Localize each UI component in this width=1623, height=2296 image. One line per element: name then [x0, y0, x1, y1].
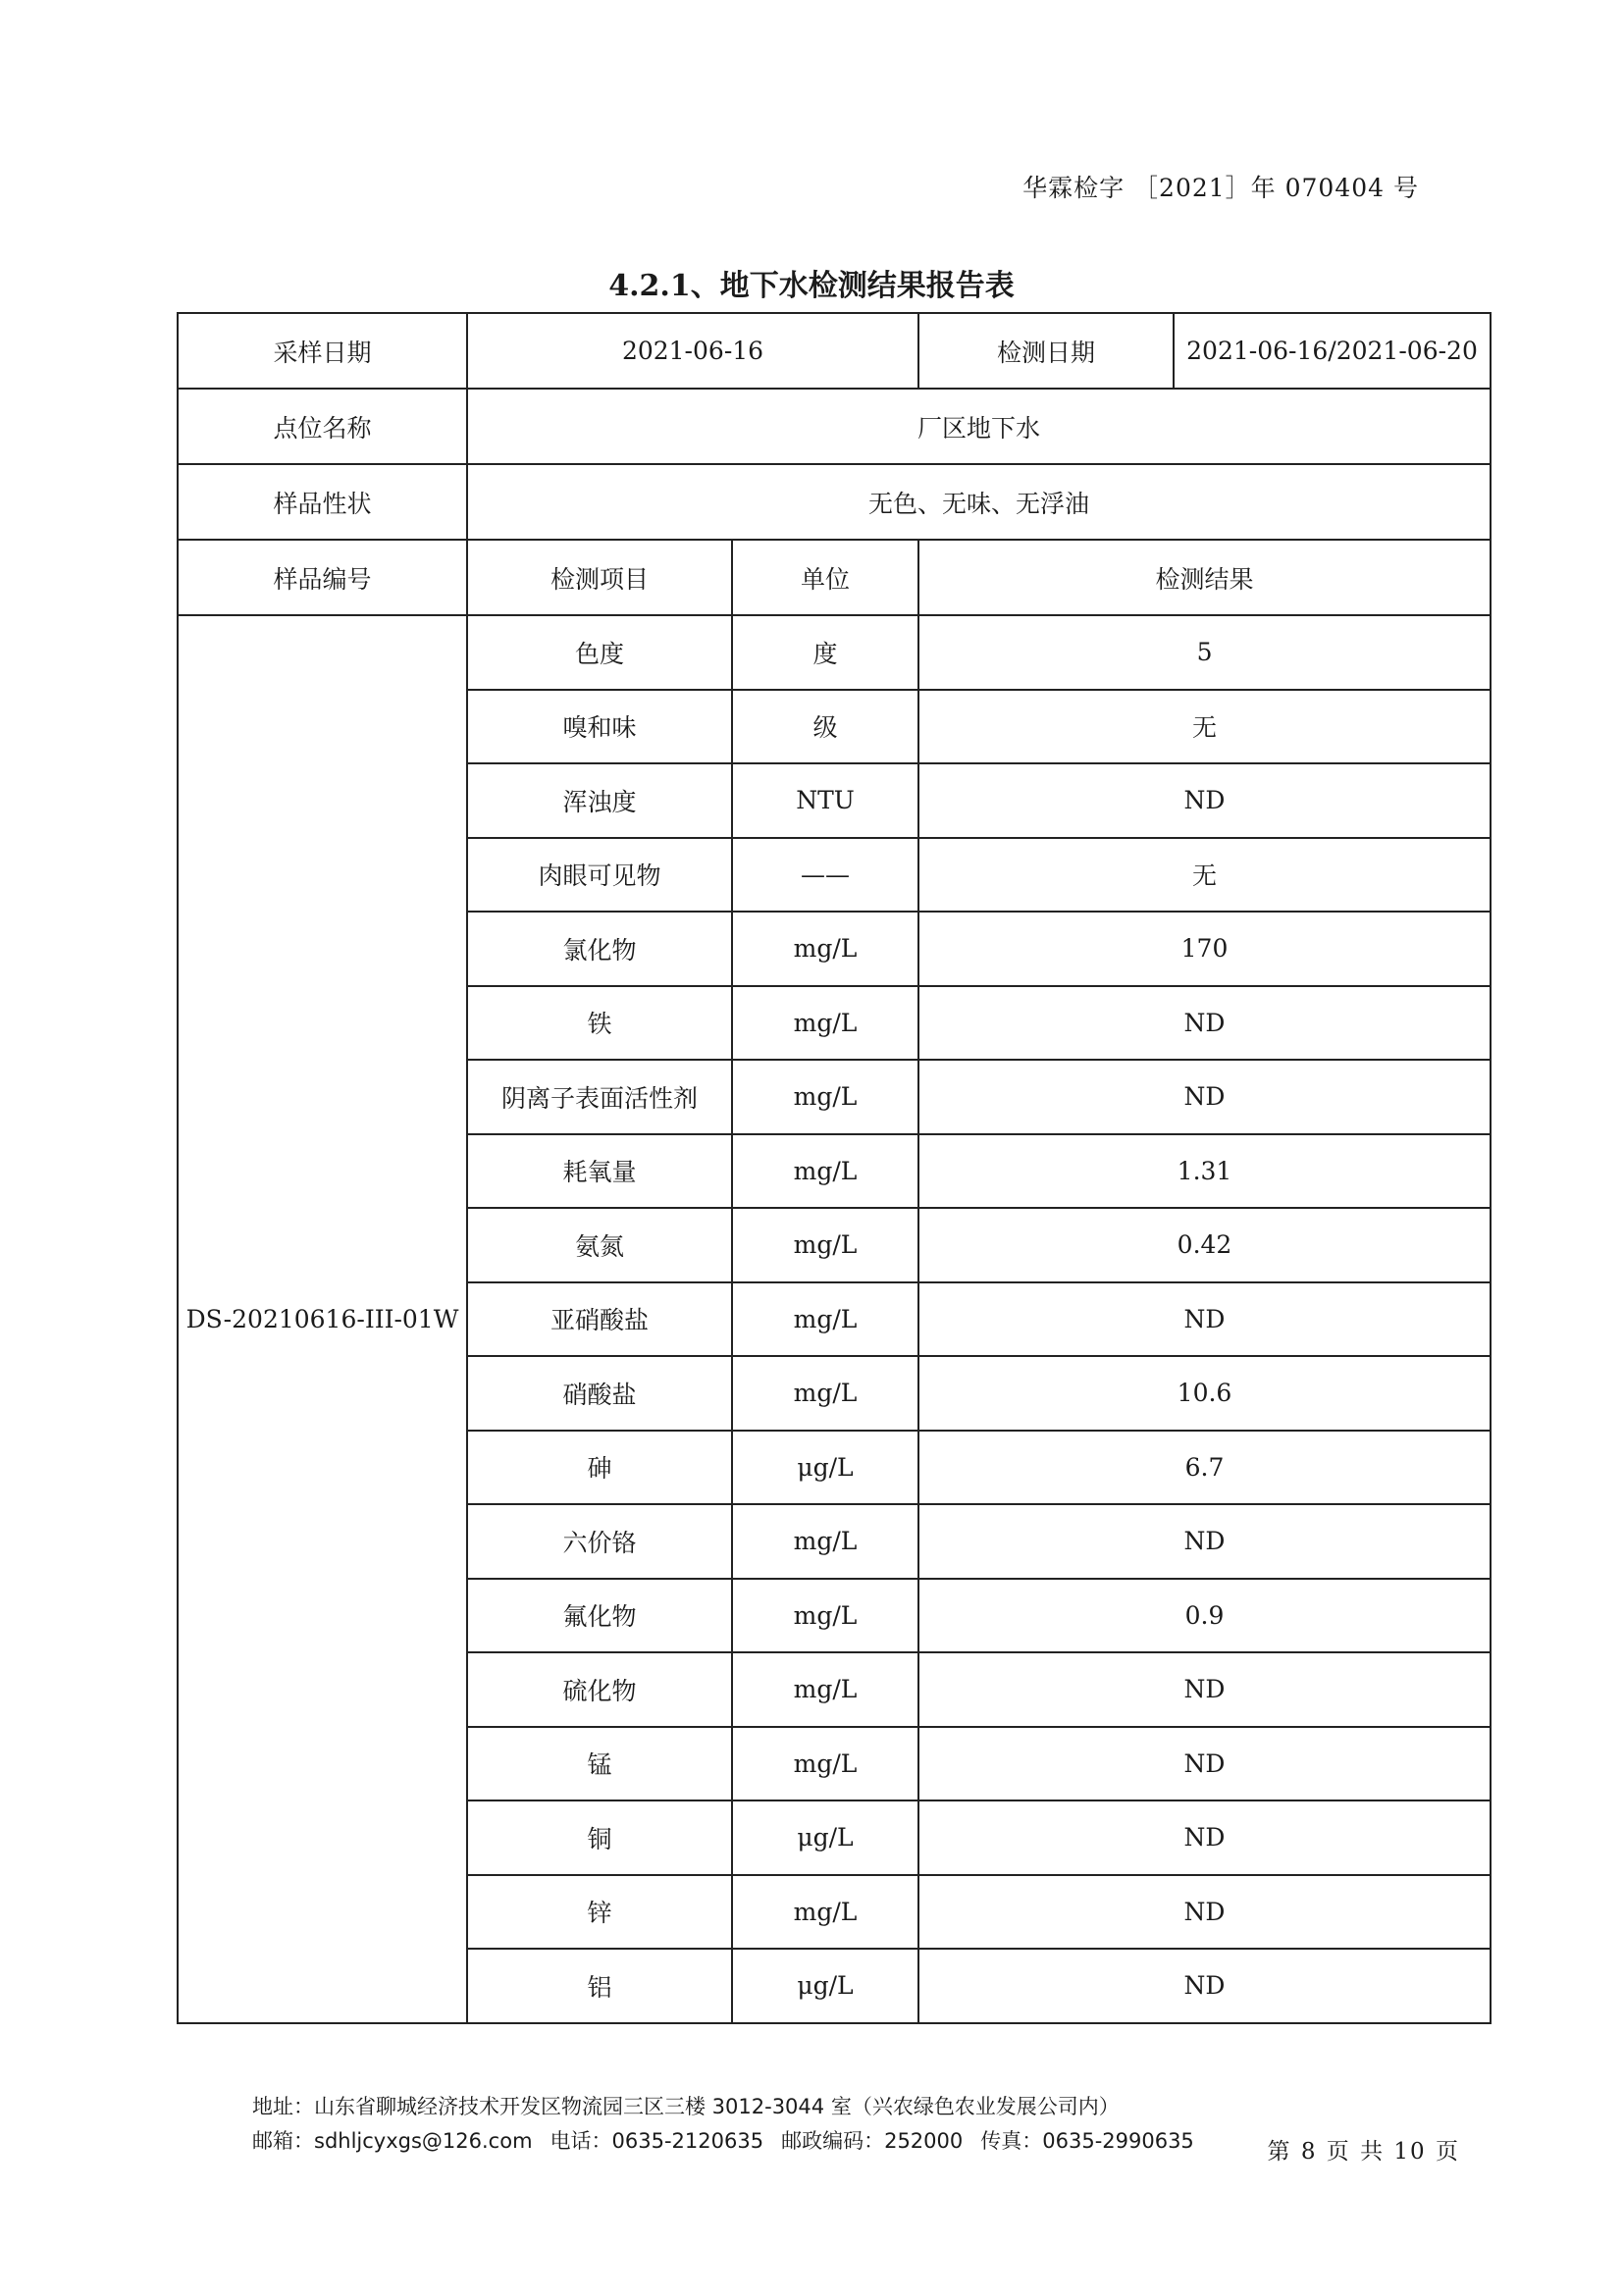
test-item-cell: 嗅和味 [467, 690, 732, 764]
result-cell: ND [918, 1727, 1491, 1801]
test-item-cell: 六价铬 [467, 1504, 732, 1579]
result-cell: 1.31 [918, 1134, 1491, 1209]
unit-cell: μg/L [732, 1800, 918, 1875]
unit-cell: mg/L [732, 1282, 918, 1357]
test-item-cell: 硫化物 [467, 1652, 732, 1727]
unit-cell: mg/L [732, 1504, 918, 1579]
test-item-cell: 氯化物 [467, 912, 732, 986]
unit-cell: mg/L [732, 1727, 918, 1801]
unit-cell: mg/L [732, 1875, 918, 1950]
test-date-label: 检测日期 [918, 313, 1174, 389]
test-item-cell: 铝 [467, 1949, 732, 2023]
unit-cell: NTU [732, 763, 918, 838]
result-cell: ND [918, 1282, 1491, 1357]
unit-cell: 级 [732, 690, 918, 764]
test-item-cell: 氨氮 [467, 1208, 732, 1282]
result-cell: ND [918, 1060, 1491, 1134]
footer-phone: 电话：0635-2120635 [550, 2129, 764, 2153]
page-number: 第 8 页 共 10 页 [1267, 2139, 1460, 2165]
unit-cell: 度 [732, 615, 918, 690]
footer-postcode: 邮政编码：252000 [781, 2129, 964, 2153]
column-header-row [178, 540, 1491, 615]
unit-cell: mg/L [732, 1208, 918, 1282]
test-item-cell: 亚硝酸盐 [467, 1282, 732, 1357]
unit-cell: —— [732, 838, 918, 913]
test-item-cell: 氟化物 [467, 1579, 732, 1653]
test-item-cell: 色度 [467, 615, 732, 690]
test-item-cell: 锰 [467, 1727, 732, 1801]
table-title: 4.2.1、地下水检测结果报告表 [608, 269, 1015, 303]
footer-fax: 传真：0635-2990635 [980, 2129, 1194, 2153]
result-cell: 6.7 [918, 1431, 1491, 1505]
sampling-date-label: 采样日期 [178, 313, 467, 389]
result-cell: 无 [918, 690, 1491, 764]
footer-address: 地址：山东省聊城经济技术开发区物流园三区三楼 3012-3044 室（兴农绿色农业发展公司内） [252, 2095, 1120, 2118]
test-item-cell: 砷 [467, 1431, 732, 1505]
result-cell: ND [918, 1949, 1491, 2023]
footer-email: 邮箱：sdhljcyxgs@126.com [252, 2129, 533, 2153]
test-item-cell: 浑浊度 [467, 763, 732, 838]
result-cell: 无 [918, 838, 1491, 913]
test-item-cell: 铜 [467, 1800, 732, 1875]
result-cell: ND [918, 1875, 1491, 1950]
report-number: 华霖检字 ［2021］年 070404 号 [1022, 174, 1419, 202]
site-value: 厂区地下水 [467, 389, 1491, 464]
unit-cell: μg/L [732, 1949, 918, 2023]
unit-cell: mg/L [732, 1356, 918, 1431]
column-header-unit: 单位 [732, 540, 918, 615]
appearance-row [178, 464, 1491, 540]
result-cell: ND [918, 763, 1491, 838]
test-item-cell: 肉眼可见物 [467, 838, 732, 913]
sampling-date-value: 2021-06-16 [467, 313, 918, 389]
test-item-cell: 阴离子表面活性剂 [467, 1060, 732, 1134]
sample-id-cell: DS-20210616-III-01W [178, 615, 467, 2023]
test-item-cell: 锌 [467, 1875, 732, 1950]
result-cell: 170 [918, 912, 1491, 986]
footer-contact [252, 2125, 1194, 2155]
result-cell: 10.6 [918, 1356, 1491, 1431]
results-table [177, 312, 1492, 2024]
column-header-item: 检测项目 [467, 540, 732, 615]
test-date-value: 2021-06-16/2021-06-20 [1174, 313, 1491, 389]
appearance-value: 无色、无味、无浮油 [467, 464, 1491, 540]
site-row [178, 389, 1491, 464]
unit-cell: μg/L [732, 1431, 918, 1505]
test-item-cell: 耗氧量 [467, 1134, 732, 1209]
unit-cell: mg/L [732, 1060, 918, 1134]
unit-cell: mg/L [732, 1652, 918, 1727]
column-header-sample-id: 样品编号 [178, 540, 467, 615]
unit-cell: mg/L [732, 1134, 918, 1209]
sampling-date-row [178, 313, 1491, 389]
result-cell: 0.9 [918, 1579, 1491, 1653]
result-cell: 5 [918, 615, 1491, 690]
site-label: 点位名称 [178, 389, 467, 464]
result-cell: ND [918, 986, 1491, 1061]
test-item-cell: 硝酸盐 [467, 1356, 732, 1431]
unit-cell: mg/L [732, 912, 918, 986]
result-cell: ND [918, 1504, 1491, 1579]
test-item-cell: 铁 [467, 986, 732, 1061]
result-cell: ND [918, 1652, 1491, 1727]
column-header-result: 检测结果 [918, 540, 1491, 615]
result-cell: 0.42 [918, 1208, 1491, 1282]
table-row [178, 615, 1491, 690]
unit-cell: mg/L [732, 986, 918, 1061]
result-cell: ND [918, 1800, 1491, 1875]
unit-cell: mg/L [732, 1579, 918, 1653]
appearance-label: 样品性状 [178, 464, 467, 540]
